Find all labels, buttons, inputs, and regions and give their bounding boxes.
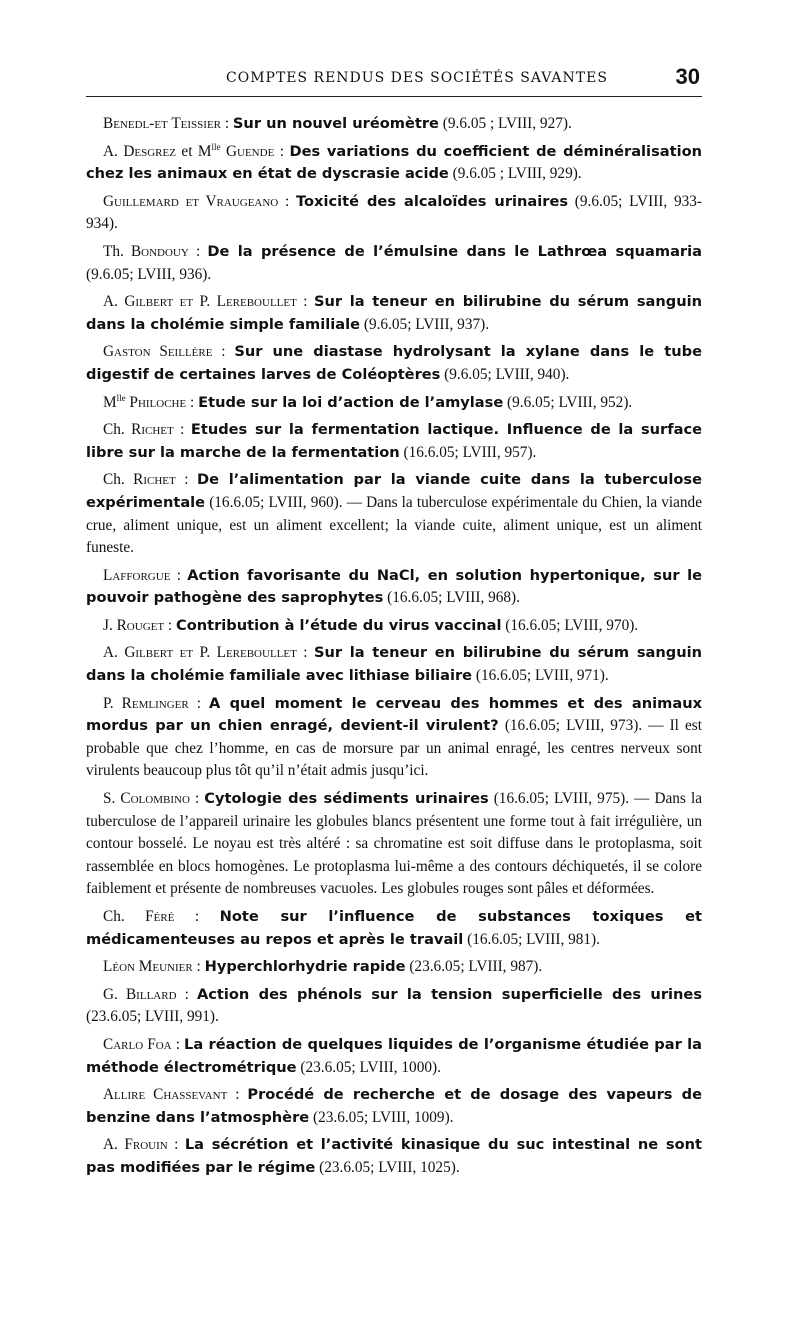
abstract-entry (86, 241, 702, 286)
author-initial: Ch. (103, 908, 146, 925)
entry-reference: (16.6.05; LVIII, 971). (472, 667, 609, 685)
author-initial: Ch. (103, 471, 134, 489)
abstract-entry (86, 419, 702, 464)
author-initial: S. (103, 790, 121, 808)
entry-reference: (16.6.05; LVIII, 960). (205, 493, 343, 511)
entry-title: A quel moment le cerveau des hommes et des animaux mordus par un chien enragé, devient-il virulent? (86, 694, 702, 735)
entry-summary: — Il est probable que chez l’homme, en cas de morsure par un animal enragé, les centres nerveux sont virulents beaucoup plus tôt qu’il n’était admis jusqu’ici. (86, 717, 702, 780)
entry-title: Etudes sur la fermentation lactique. Influence de la surface libre sur la marche de la fermentation (86, 421, 702, 461)
entry-title: Toxicité des alcaloïdes urinaires (296, 192, 569, 210)
separator: : (192, 958, 205, 976)
abstract-entry (86, 642, 702, 687)
author-initial: Th. (103, 242, 131, 260)
author-name: Remlinger (121, 694, 189, 712)
entry-title: Sur la teneur en bilirubine du sérum sanguin dans la cholémie familiale avec lithiase biliaire (86, 644, 702, 685)
abstract-entry (86, 141, 702, 186)
separator: : (164, 616, 176, 634)
entry-reference: (16.6.05; LVIII, 973). (498, 717, 643, 735)
abstract-entry (86, 565, 702, 610)
separator: : (175, 471, 197, 489)
entry-reference: (23.6.05; LVIII, 1009). (309, 1108, 454, 1126)
entry-reference: (9.6.05 ; LVIII, 929). (448, 165, 582, 183)
author-initial: G. (103, 985, 126, 1003)
author-title-superscript: lle (116, 392, 126, 403)
separator: : (212, 343, 235, 361)
separator: : (227, 1086, 248, 1104)
entry-title: Hyperchlorhydrie rapide (204, 958, 406, 976)
entry-title: Note sur l’influence de substances toxiques et médicamenteuses au repos et après le travail (86, 908, 702, 948)
entry-reference: (23.6.05; LVIII, 1025). (315, 1158, 460, 1176)
entry-title: De la présence de l’émulsine dans le Lathrœa squamaria (207, 242, 702, 260)
abstract-entry (86, 1034, 702, 1079)
coauthor-name: et P. Lereboullet (173, 293, 297, 311)
coauthor-name: et Vraugeano (178, 192, 279, 210)
separator: : (188, 242, 208, 260)
author-name: Gilbert (124, 293, 174, 311)
abstract-entry (86, 191, 702, 236)
abstract-entry (86, 291, 702, 336)
separator: : (296, 293, 314, 311)
abstract-entry (86, 1134, 702, 1179)
entry-title: Procédé de recherche et de dosage des vapeurs de benzine dans l’atmosphère (86, 1086, 702, 1126)
separator: : (186, 393, 199, 411)
separator: : (189, 790, 205, 808)
author-initial: J. (103, 616, 117, 634)
separator: : (176, 985, 197, 1003)
page-header (86, 62, 702, 97)
abstract-entry (86, 469, 702, 559)
abstract-entry (86, 113, 702, 136)
abstract-entry (86, 956, 702, 979)
author-name: Billard (125, 985, 177, 1003)
abstract-entry (86, 906, 702, 951)
author-name: Lafforgue (103, 566, 171, 584)
entry-reference: (9.6.05 ; LVIII, 927). (438, 115, 572, 132)
entry-reference: (23.6.05; LVIII, 987). (405, 958, 543, 976)
entry-title: Action des phénols sur la tension superficielle des urines (196, 985, 702, 1003)
entry-title: Des variations du coefficient de déminéralisation chez les animaux en état de dyscrasie acide (86, 142, 702, 183)
author-name: Benedl-et Teissier (103, 115, 222, 132)
entry-title: La sécrétion et l’activité kinasique du suc intestinal ne sont pas modifiées par le régime (86, 1136, 702, 1176)
entry-title: Sur un nouvel uréomètre (232, 115, 439, 132)
separator: : (174, 908, 220, 925)
separator: : (171, 1035, 185, 1053)
entry-title: Cytologie des sédiments urinaires (204, 790, 489, 808)
abstract-list (86, 113, 702, 1180)
entry-reference: (16.6.05; LVIII, 975). (488, 790, 630, 808)
document-page (86, 62, 702, 1185)
entry-reference: (9.6.05; LVIII, 937). (360, 315, 490, 333)
author-name: Frouin (124, 1136, 168, 1154)
separator: : (170, 566, 188, 584)
abstract-entry (86, 615, 702, 638)
page-number: 30 (675, 64, 700, 89)
entry-reference: (23.6.05; LVIII, 1000). (296, 1058, 441, 1076)
author-name: Guillemard (103, 192, 179, 210)
entry-title: Etude sur la loi d’action de l’amylase (198, 393, 504, 411)
entry-reference: (23.6.05; LVIII, 991). (86, 1008, 219, 1026)
entry-reference: (9.6.05; LVIII, 952). (503, 393, 633, 411)
abstract-entry (86, 341, 702, 386)
entry-summary: — Dans la tuberculose expérimentale du Chien, la viande crue, aliment unique, est un aliment excellent; la viande cuite, aliment unique, est un aliment funeste. (86, 493, 702, 557)
author-initial: Ch. (103, 421, 132, 439)
entry-reference: (16.6.05; LVIII, 968). (383, 589, 520, 607)
entry-reference: (9.6.05; LVIII, 933-934). (86, 192, 702, 233)
author-name: Colombino (120, 790, 190, 808)
author-name: Rouget (116, 616, 165, 634)
author-initial: A. (103, 1136, 125, 1154)
coauthor-name: et P. Lereboullet (173, 644, 297, 662)
entry-reference: (9.6.05; LVIII, 940). (440, 365, 570, 383)
author-name: Féré (145, 908, 175, 925)
entry-title: Sur une diastase hydrolysant la xylane dans le tube digestif de certaines larves de Coléoptères (86, 343, 702, 383)
author-title-superscript: lle (211, 141, 221, 152)
entry-reference: (16.6.05; LVIII, 981). (463, 930, 600, 948)
entry-title: De l’alimentation par la viande cuite dans la tuberculose expérimentale (86, 471, 703, 511)
entry-summary: — Dans la tuberculose de l’appareil urinaire les globules blancs présentent une forme tout à fait irrégulière, un contour bosselé. Le noyau est très altéré : sa chromatine est soit diffuse dans le protoplasma, soit rassemblée en blocs homogènes. Le protoplasma lui-même a des contours déchiquetés, il se colore faiblement et présente de nombreuses vacuoles. Les globules rouges sont pâles et déformées. (86, 790, 702, 898)
separator: : (167, 1136, 185, 1154)
entry-title: La réaction de quelques liquides de l’organisme étudiée par la méthode électrométrique (86, 1035, 702, 1076)
entry-reference: (16.6.05; LVIII, 970). (501, 616, 639, 634)
coauthor-name: Guende (220, 142, 275, 160)
separator: : (274, 142, 290, 160)
coauthor-name: Philoche (125, 393, 187, 411)
abstract-entry (86, 693, 702, 783)
author-initial: M (103, 393, 117, 411)
entry-reference: (16.6.05; LVIII, 957). (399, 443, 537, 461)
author-initial: A. (103, 644, 125, 662)
author-name: Richet (133, 471, 176, 489)
entry-title: Action favorisante du NaCl, en solution hypertonique, sur le pouvoir pathogène des saprophytes (86, 566, 702, 607)
separator: : (296, 644, 314, 662)
abstract-entry (86, 392, 702, 415)
separator: : (278, 192, 296, 210)
author-initial: P. (103, 694, 122, 712)
abstract-entry (86, 788, 702, 901)
author-name: Richet (131, 421, 174, 439)
author-name: Bondouy (130, 242, 189, 260)
abstract-entry (86, 984, 702, 1029)
author-name: Gaston Seillère (103, 343, 213, 361)
entry-title: Sur la teneur en bilirubine du sérum sanguin dans la cholémie simple familiale (86, 293, 702, 333)
author-name: Allire Chassevant (103, 1086, 228, 1104)
author-initial: A. (103, 293, 125, 311)
abstract-entry (86, 1084, 702, 1129)
separator: et M (175, 142, 212, 160)
separator: : (173, 421, 191, 439)
author-initial: A. (103, 142, 124, 160)
separator: : (221, 115, 233, 132)
entry-title: Contribution à l’étude du virus vaccinal (176, 616, 502, 634)
author-name: Carlo Foa (103, 1035, 172, 1053)
separator: : (188, 694, 209, 712)
author-name: Desgrez (123, 142, 176, 160)
entry-reference: (9.6.05; LVIII, 936). (86, 265, 212, 283)
running-title: COMPTES RENDUS DES SOCIÉTÉS SAVANTES (226, 70, 608, 86)
author-name: Léon Meunier (103, 958, 193, 976)
author-name: Gilbert (124, 644, 174, 662)
